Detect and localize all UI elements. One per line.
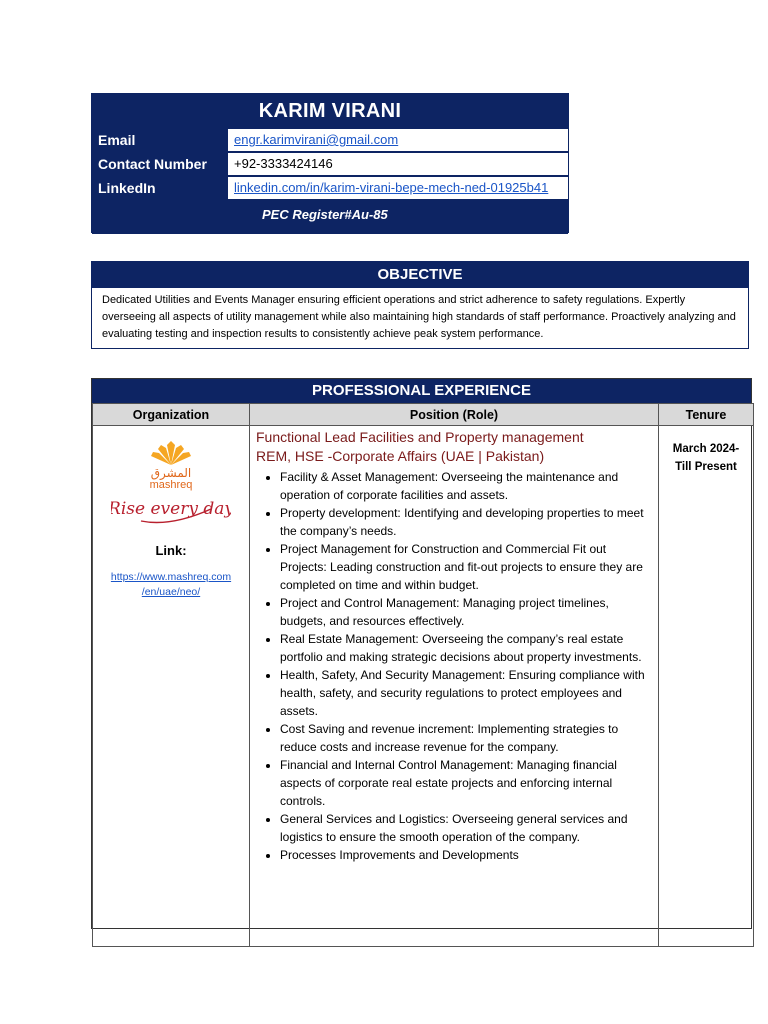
col-tenure: Tenure — [659, 404, 754, 426]
link-line-2: /en/uae/neo/ — [141, 586, 201, 598]
position-cell — [250, 426, 659, 947]
tenure-cell — [659, 426, 754, 947]
contact-value: +92-3333424146 — [228, 152, 568, 176]
table-row — [93, 426, 754, 947]
email-link[interactable]: engr.karimvirani@gmail.com — [234, 132, 399, 147]
tenure-end: Till Present — [675, 461, 737, 473]
list-item: • General Services and Logistics: Overseeing general services and logistics to ensure the smooth operation of the company. — [280, 810, 652, 846]
pec-register: PEC Register#Au-85 — [92, 200, 568, 234]
linkedin-value-cell — [228, 176, 568, 200]
linkedin-row — [92, 176, 568, 200]
objective-title: OBJECTIVE — [92, 262, 748, 288]
objective-text: Dedicated Utilities and Events Manager ensuring efficient operations and strict adherence to safety regulations. Expertly overseeing all aspects of utility management while also maintaining high standards of staff performance. Proactively analyzing and evaluating testing and inspection results to consistently achieve peak system performance. — [102, 294, 736, 340]
organization-link[interactable] — [94, 570, 248, 600]
list-item: • Cost Saving and revenue increment: Implementing strategies to reduce costs and increase revenue for the company. — [280, 720, 652, 756]
linkedin-link[interactable]: linkedin.com/in/karim-virani-bepe-mech-ned-01925b41 — [234, 180, 549, 195]
list-item: • Facility & Asset Management: Overseeing the maintenance and operation of corporate facilities and assets. — [280, 468, 652, 504]
list-item: • Project and Control Management: Managing project timelines, budgets, and resources effectively. — [280, 594, 652, 630]
link-label: Link: — [155, 543, 187, 558]
list-item: • Health, Safety, And Security Management: Ensuring compliance with health, safety, and security regulations to protect employees and assets. — [280, 666, 652, 720]
svg-text:Rise every day: Rise every day — [111, 499, 231, 519]
email-label: Email — [92, 128, 228, 152]
list-item: • Property development: Identifying and developing properties to meet the company’s needs. — [280, 504, 652, 540]
list-item: • Real Estate Management: Overseeing the company’s real estate portfolio and making strategic decisions about property investments. — [280, 630, 652, 666]
svg-text:المشرق: المشرق — [150, 466, 192, 480]
mashreq-logo — [94, 439, 248, 537]
contact-row — [92, 152, 568, 176]
responsibility-list — [256, 468, 652, 864]
role-title: Functional Lead Facilities and Property management — [256, 429, 584, 445]
experience-title: PROFESSIONAL EXPERIENCE — [92, 379, 751, 403]
tenure-start: March 2024- — [672, 443, 740, 455]
role-department: REM, HSE -Corporate Affairs (UAE | Pakistan) — [256, 448, 545, 464]
linkedin-label: LinkedIn — [92, 176, 228, 200]
mashreq-logo-icon — [111, 439, 231, 534]
list-item: • Processes Improvements and Developments — [280, 846, 652, 864]
list-item: • Project Management for Construction and Commercial Fit out Projects: Leading construction and fit-out projects to ensure they are completed on time and within budget. — [280, 540, 652, 594]
candidate-name: KARIM VIRANI — [92, 94, 568, 128]
link-line-1: https://www.mashreq.com — [110, 571, 232, 583]
col-position: Position (Role) — [250, 404, 659, 426]
email-value-cell — [228, 128, 568, 152]
email-row — [92, 128, 568, 152]
objective-section — [91, 261, 749, 349]
organization-cell — [93, 426, 250, 947]
experience-section — [91, 378, 752, 929]
col-organization: Organization — [93, 404, 250, 426]
contact-label: Contact Number — [92, 152, 228, 176]
contact-header — [91, 93, 569, 233]
experience-table — [92, 403, 754, 947]
list-item: • Financial and Internal Control Management: Managing financial aspects of corporate real estate projects and enforcing internal controls. — [280, 756, 652, 810]
svg-text:mashreq: mashreq — [149, 479, 193, 491]
